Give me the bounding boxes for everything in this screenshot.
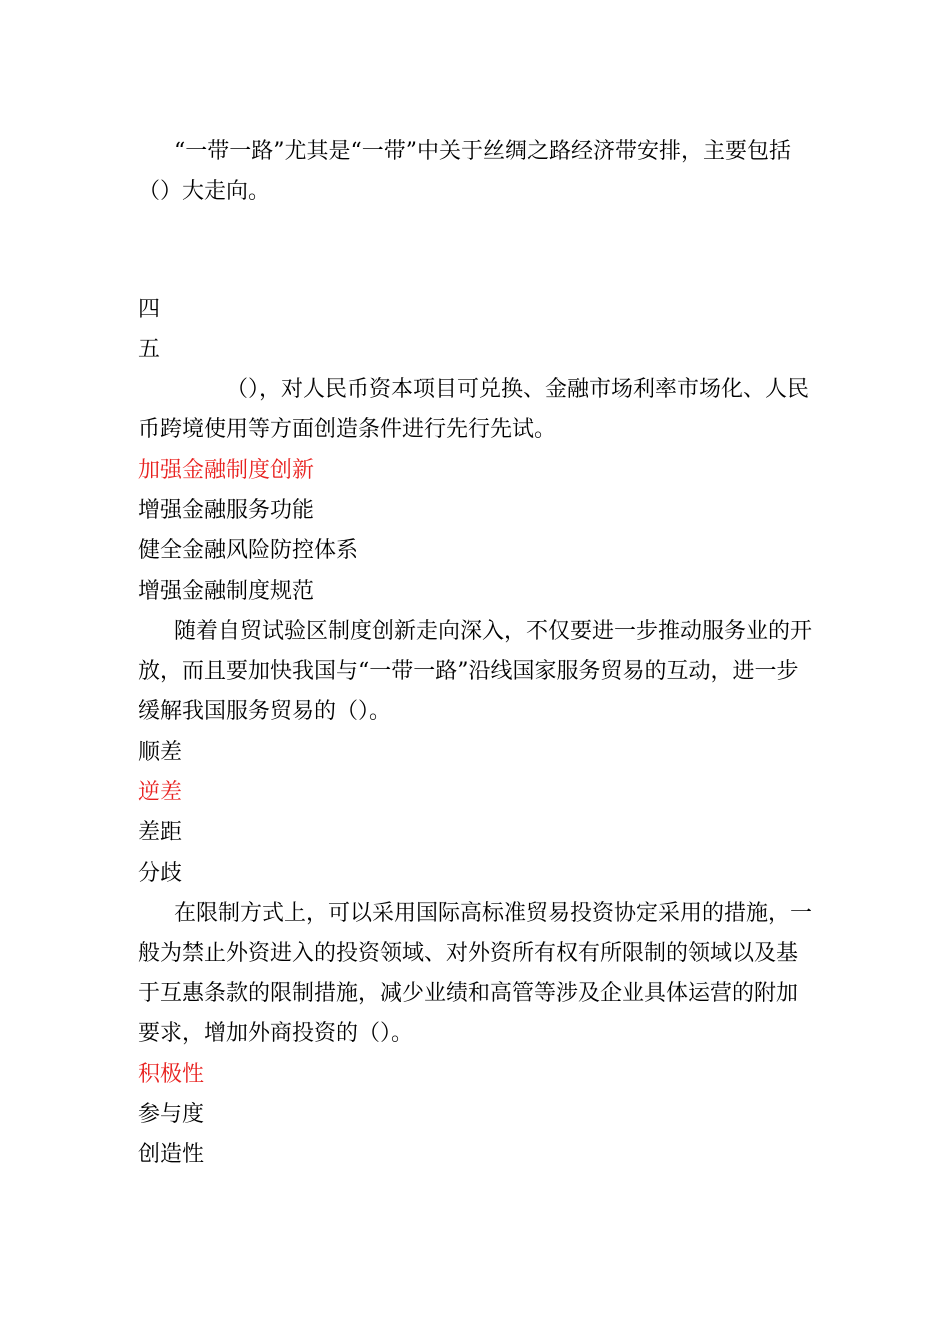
- question-3-option-3: 差距: [138, 820, 183, 845]
- question-3-text: 随着自贸试验区制度创新走向深入，不仅要进一步推动服务业的开放，而且要加快我国与“一带一路”沿线国家服务贸易的互动，进一步缓解我国服务贸易的（）。: [138, 619, 813, 724]
- question-4-option-2: 参与度: [138, 1102, 205, 1127]
- question-1-option-1: 四: [138, 297, 161, 322]
- question-2-text: （），对人民币资本项目可兑换、金融市场利率市场化、人民币跨境使用等方面创造条件进行先行先试。: [138, 377, 810, 442]
- question-2-option-1-correct: 加强金融制度创新: [138, 458, 315, 483]
- question-1-text: “一带一路”尤其是“一带”中关于丝绸之路经济带安排，主要包括（）大走向。: [138, 139, 791, 204]
- question-3-option-2-correct: 逆差: [138, 780, 183, 805]
- question-2-option-2: 增强金融服务功能: [138, 498, 315, 523]
- question-1-option-2: 五: [138, 337, 161, 362]
- question-2-option-4: 增强金融制度规范: [138, 579, 315, 604]
- question-2-option-3: 健全金融风险防控体系: [138, 538, 359, 563]
- question-4-text: 在限制方式上，可以采用国际高标准贸易投资协定采用的措施，一般为禁止外资进入的投资领域、对外资所有权有所限制的领域以及基于互惠条款的限制措施，减少业绩和高管等涉及企业具体运营的附加要求，增加外商投资的（）。: [138, 901, 813, 1046]
- question-3-option-4: 分歧: [138, 861, 183, 886]
- question-3-option-1: 顺差: [138, 740, 183, 765]
- question-4-option-1-correct: 积极性: [138, 1062, 205, 1087]
- question-4-option-3: 创造性: [138, 1142, 205, 1167]
